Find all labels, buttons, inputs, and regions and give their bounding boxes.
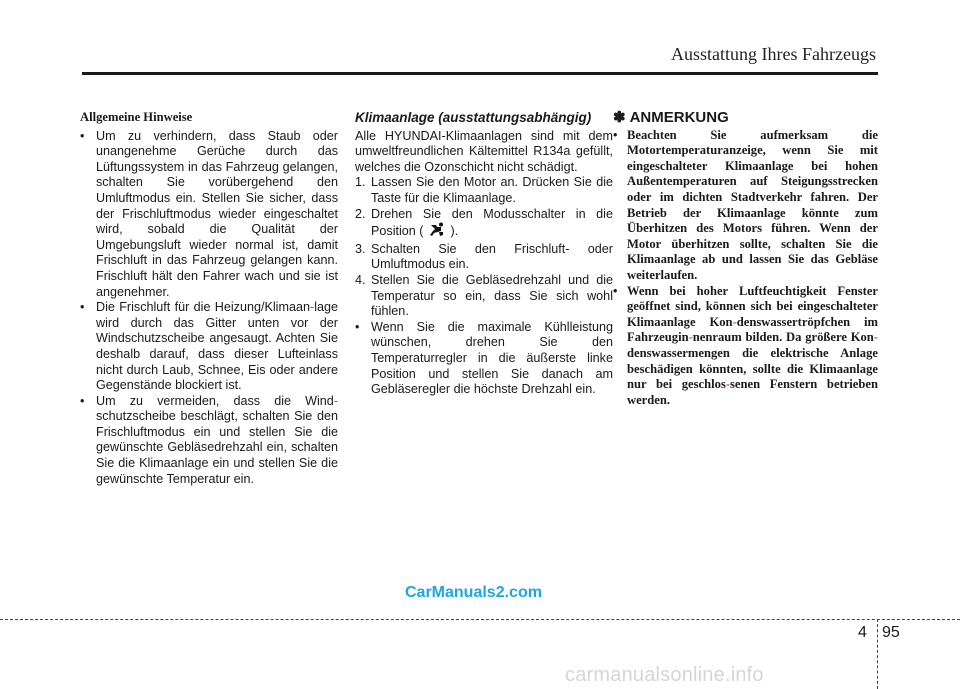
bullet: • (613, 127, 618, 142)
list-item (613, 128, 878, 284)
list-item-text: Die Frischluft für die Heizung/Klimaan (96, 300, 310, 315)
air-conditioning-heading: Klimaanlage (ausstattungsabhängig) (355, 110, 592, 125)
list-item-text: Um zu vermeiden, dass die Wind (96, 393, 334, 408)
list-item-text: Beachten Sie aufmerksam die Motortemperaturanzeige, wenn Sie mit eingeschalteter Klimaanlage bei hohen Außentemperaturen auf Steigungsstrecken oder im dichten Stadtverkehr fahren. Der Betrieb der Klimaanlage könnte zum Überhitzen des Motors führen. Wenn der Motor überhitzen sollte, schalten Sie die Klimaanlage ab und lassen Sie das Gebläse weiterlaufen. (627, 127, 878, 282)
note-symbol-icon: ✽ (613, 109, 626, 126)
step-item (355, 273, 613, 320)
list-item (80, 129, 338, 301)
bullet: • (613, 283, 618, 298)
step-text: Stellen Sie die Gebläsedrehzahl und die Temperatur so ein, dass Sie sich wohl fühlen. (371, 272, 613, 319)
step-number: 1. (355, 175, 366, 190)
carmanuals-watermark-link[interactable]: CarManuals2.com (405, 584, 542, 601)
hyphen: - (309, 300, 315, 315)
bullet: • (80, 128, 85, 143)
list-item-text-cont: senen Fenstern betrieben werden. (627, 377, 878, 407)
page-number: 95 (882, 624, 900, 641)
note-title: ANMERKUNG (629, 109, 729, 126)
general-notes-column (80, 110, 338, 487)
air-conditioning-column (355, 110, 613, 398)
bottom-watermark: carmanualsonline.info (565, 664, 764, 686)
list-item (80, 394, 338, 488)
page-number-divider (877, 619, 878, 689)
footer-rule (0, 619, 960, 620)
chapter-number: 4 (858, 624, 867, 641)
step-text: Lassen Sie den Motor an. Drücken Sie die Taste für die Klimaanlage. (371, 175, 613, 205)
hyphen: - (873, 330, 878, 345)
list-item-text: Um zu verhindern, dass Staub oder unangenehme Gerüche durch das Lüftungssystem in das Fahrzeug gelangen, schalten Sie vorübergehend den Umluftmodus ein. Stellen Sie sicher, dass der Frischluftmodus wieder eingeschaltet wird, sobald die Qualität der Umgebungsluft wieder normal ist, damit Frischluft in das Fahrzeug gelangen kann. Frischluft hält den Fahrer wach und sie ist angenehmer. (96, 128, 338, 299)
step-text-cont: ). (450, 224, 459, 239)
step-item (355, 175, 613, 206)
step-text: Drehen Sie den Modusschalter in die Position ( (371, 206, 613, 239)
page-header-title: Ausstattung Ihres Fahrzeugs (671, 44, 876, 64)
list-item-text-cont: denswassertröpfchen im Fahrzeugin (627, 314, 878, 345)
note-list (613, 128, 878, 409)
step-item (355, 242, 613, 273)
face-vent-mode-icon (429, 222, 445, 242)
list-item (613, 284, 878, 409)
general-notes-heading: Allgemeine Hinweise (80, 110, 193, 124)
note-heading (613, 110, 878, 126)
step-item (355, 207, 613, 242)
header-rule (82, 72, 878, 75)
step-number: 3. (355, 241, 366, 256)
step-text: Schalten Sie den Frischluft- oder Umluftmodus ein. (371, 241, 613, 272)
list-item (80, 300, 338, 394)
step-number: 4. (355, 272, 366, 287)
step-item (355, 320, 613, 398)
list-item-text-cont: denswassermengen die elektrische Anlage beschädigen könnten, sollte die Klimaanlage nur bei geschlos (627, 345, 878, 392)
hyphen: - (732, 314, 737, 329)
list-item-text-cont: lage wird durch das Gitter unten vor der Windschutzscheibe angesaugt. Achten Sie deshalb darauf, dass dieser Lufteinlass nicht durch Laub, Schnee, Eis oder andere Gegenstände blockiert ist. (96, 300, 338, 393)
list-item-text: Wenn bei hoher Luftfeuchtigkeit Fenster geöffnet sind, können sich bei eingeschalteter Klimaanlage Kon (627, 283, 878, 329)
bullet: • (80, 393, 85, 408)
step-number: 2. (355, 206, 366, 221)
list-item-text-cont: nenraum bilden. Da größere Kon (692, 330, 874, 345)
bullet: • (355, 319, 360, 334)
hyphen: - (333, 393, 338, 408)
bullet: • (80, 300, 85, 315)
general-notes-list (80, 129, 338, 488)
air-conditioning-intro: Alle HYUNDAI-Klimaanlagen sind mit dem umweltfreundlichen Kältemittel R134a gefüllt, welches die Ozonschicht nicht schädigt. (355, 128, 613, 174)
list-item-text-cont: schutzscheibe beschlägt, schalten Sie den Frischluftmodus ein und stellen Sie die gewünschte Gebläsedrehzahl ein, schalten Sie die Klimaanlage ein und stellen Sie die gewünschte Temperatur ein. (96, 409, 338, 486)
step-text: Wenn Sie die maximale Kühlleistung wünschen, drehen Sie den Temperaturregler in die äußerste linke Position und stellen Sie danach am Gebläseregler die höchste Drehzahl ein. (371, 319, 613, 397)
note-column (613, 110, 878, 408)
hyphen: - (725, 377, 731, 392)
hyphen: - (688, 330, 693, 345)
air-conditioning-steps (355, 175, 613, 397)
